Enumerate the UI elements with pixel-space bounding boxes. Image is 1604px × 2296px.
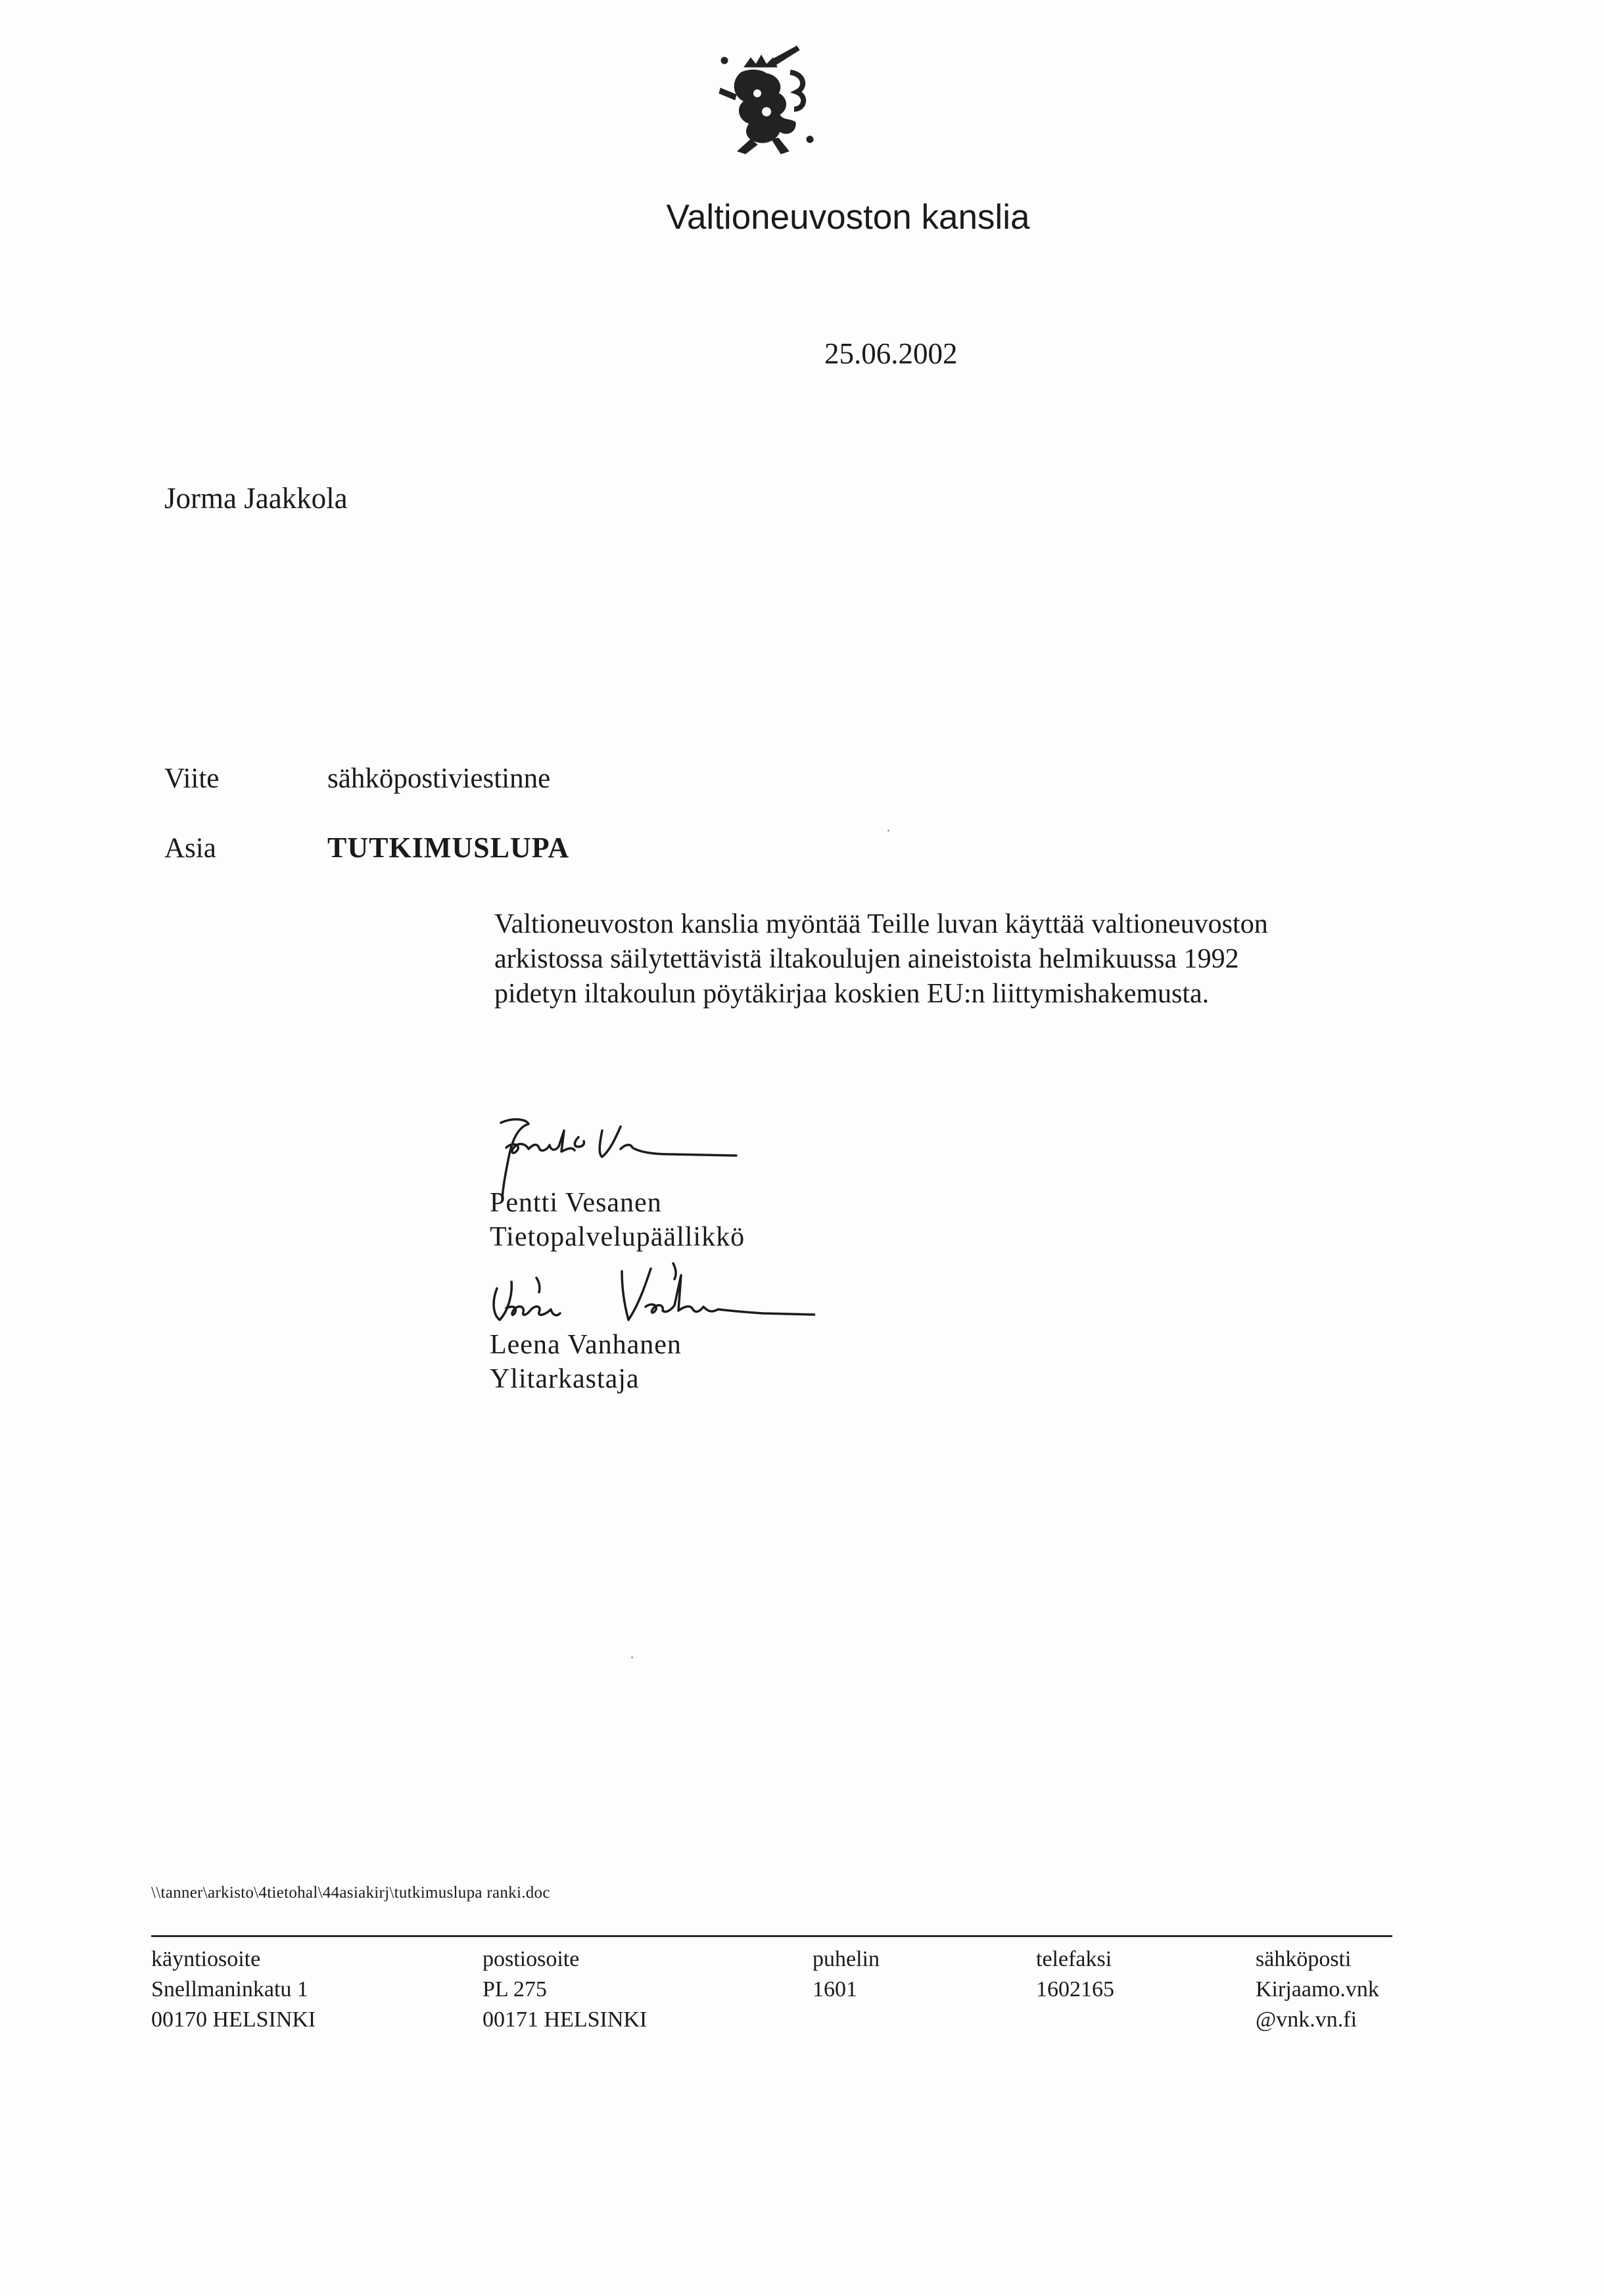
footer-label: telefaksi xyxy=(1036,1947,1112,1971)
footer-line: 1602165 xyxy=(1036,1977,1114,2002)
footer-label: postiosoite xyxy=(483,1947,580,1971)
footer-label: käyntiosoite xyxy=(151,1947,261,1971)
body-line: Valtioneuvoston kanslia myöntää Teille luvan käyttää valtioneuvoston xyxy=(494,909,1268,939)
signatory-2-title: Ylitarkastaja xyxy=(490,1364,640,1394)
footer-line: Kirjaamo.vnk xyxy=(1256,1977,1379,2002)
subject-value: TUTKIMUSLUPA xyxy=(327,832,570,864)
reference-value: sähköpostiviestinne xyxy=(327,763,551,794)
signatory-1-name: Pentti Vesanen xyxy=(490,1188,662,1218)
footer-line: Snellmaninkatu 1 xyxy=(151,1977,308,2002)
body-line: pidetyn iltakoulun pöytäkirjaa koskien EU:n liittymishakemusta. xyxy=(494,979,1210,1009)
footer-line: 00170 HELSINKI xyxy=(151,2007,316,2032)
recipient-name: Jorma Jaakkola xyxy=(164,482,348,515)
footer-line: 1601 xyxy=(813,1977,857,2002)
organization-name: Valtioneuvoston kanslia xyxy=(666,198,1030,237)
letter-body xyxy=(494,907,1415,1012)
footer-fax xyxy=(1036,1944,1114,2005)
signatory-1-title: Tietopalvelupäällikkö xyxy=(490,1222,745,1252)
footer-visiting-address xyxy=(151,1944,316,2035)
footer-email xyxy=(1256,1944,1379,2035)
footer-phone xyxy=(813,1944,880,2005)
footer-label: sähköposti xyxy=(1256,1947,1352,1971)
signature-leena-vanhanen xyxy=(473,1249,815,1334)
reference-label: Viite xyxy=(164,763,220,794)
letter-date: 25.06.2002 xyxy=(824,337,958,370)
footer-line: PL 275 xyxy=(483,1977,547,2002)
scan-speck xyxy=(887,830,889,832)
footer-label: puhelin xyxy=(813,1947,880,1971)
footer-postal-address xyxy=(483,1944,647,2035)
subject-label: Asia xyxy=(164,833,216,864)
scan-speck xyxy=(631,1656,633,1658)
lion-coat-of-arms-icon xyxy=(698,41,823,166)
signatory-2-name: Leena Vanhanen xyxy=(490,1330,682,1360)
file-path: \\tanner\arkisto\4tietohal\44asiakirj\tutkimuslupa ranki.doc xyxy=(151,1884,550,1902)
footer-line: 00171 HELSINKI xyxy=(483,2007,648,2032)
footer-divider xyxy=(151,1935,1392,1937)
body-line: arkistossa säilytettävistä iltakoulujen aineistoista helmikuussa 1992 xyxy=(494,944,1239,974)
footer-line: @vnk.vn.fi xyxy=(1256,2007,1357,2032)
